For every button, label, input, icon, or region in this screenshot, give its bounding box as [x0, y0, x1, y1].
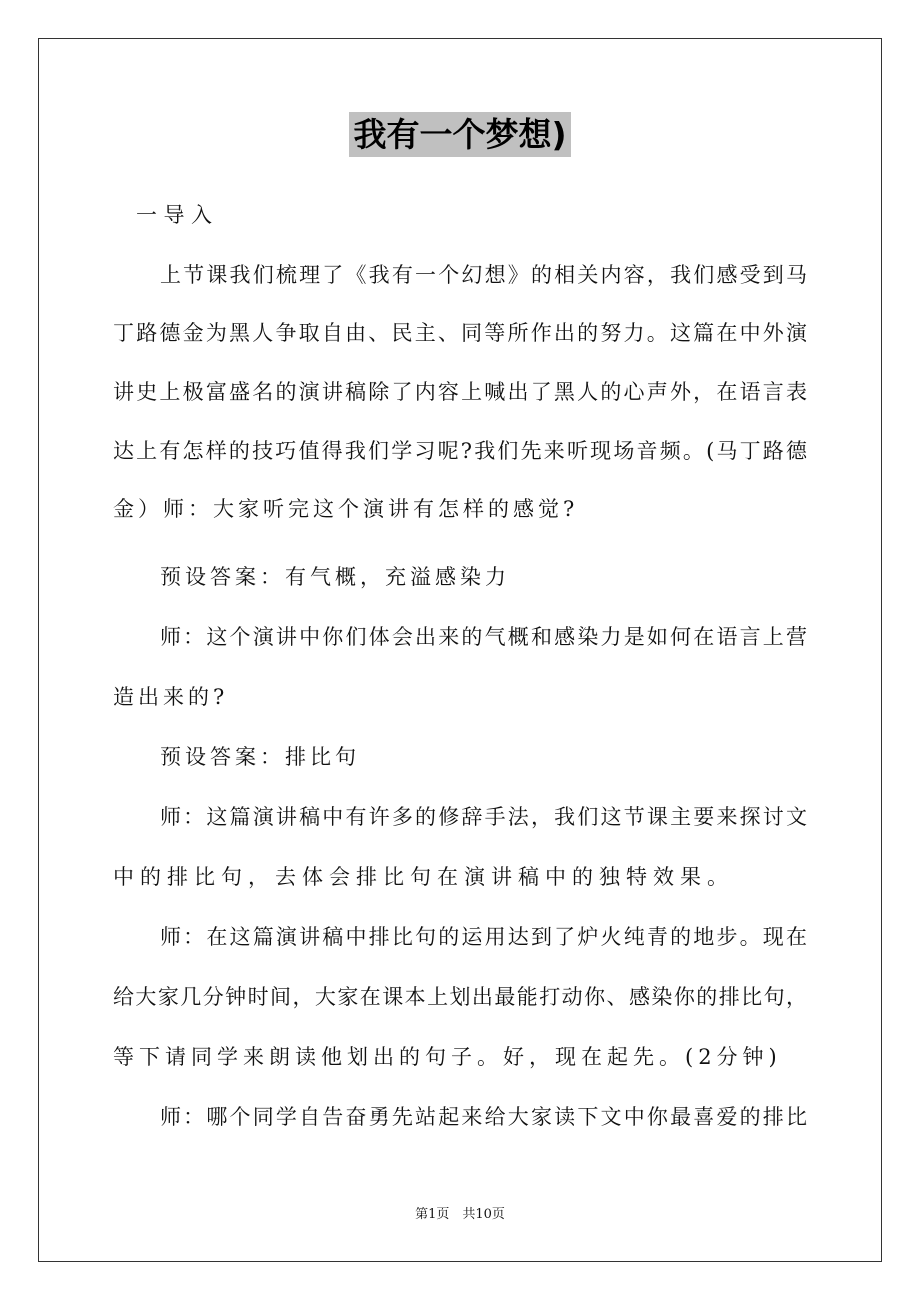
paragraph-line: 师：这个演讲中你们体会出来的气概和感染力是如何在语言上营 [160, 625, 807, 649]
paragraph-line: 丁路德金为黑人争取自由、民主、同等所作出的努力。这篇在中外演 [113, 321, 807, 345]
section-heading: 一导入 [136, 203, 219, 227]
paragraph-line: 给大家几分钟时间，大家在课本上划出最能打动你、感染你的排比句， [113, 985, 807, 1009]
paragraph-line: 中的排比句，去体会排比句在演讲稿中的独特效果。 [113, 865, 734, 889]
document-title: 我有一个梦想) [349, 112, 571, 157]
paragraph-line: 师：哪个同学自告奋勇先站起来给大家读下文中你最喜爱的排比 [160, 1105, 807, 1129]
paragraph-line: 师：这篇演讲稿中有许多的修辞手法，我们这节课主要来探讨文 [160, 805, 807, 829]
paragraph-line: 等下请同学来朗读他划出的句子。好，现在起先。(2分钟) [113, 1045, 782, 1069]
paragraph-line: 讲史上极富盛名的演讲稿除了内容上喊出了黑人的心声外，在语言表 [113, 380, 807, 404]
paragraph-line: 预设答案：排比句 [160, 745, 360, 769]
paragraph-line: 预设答案：有气概，充溢感染力 [160, 565, 510, 589]
paragraph-line: 达上有怎样的技巧值得我们学习呢?我们先来听现场音频。(马丁路德 [113, 439, 807, 463]
paragraph-line: 造出来的? [113, 685, 229, 709]
page-number-footer: 第1页 共10页 [415, 1207, 505, 1222]
paragraph-line: 师：在这篇演讲稿中排比句的运用达到了炉火纯青的地步。现在 [160, 925, 807, 949]
paragraph-line: 金）师：大家听完这个演讲有怎样的感觉? [113, 497, 579, 521]
paragraph-line: 上节课我们梳理了《我有一个幻想》的相关内容，我们感受到马 [160, 263, 807, 287]
